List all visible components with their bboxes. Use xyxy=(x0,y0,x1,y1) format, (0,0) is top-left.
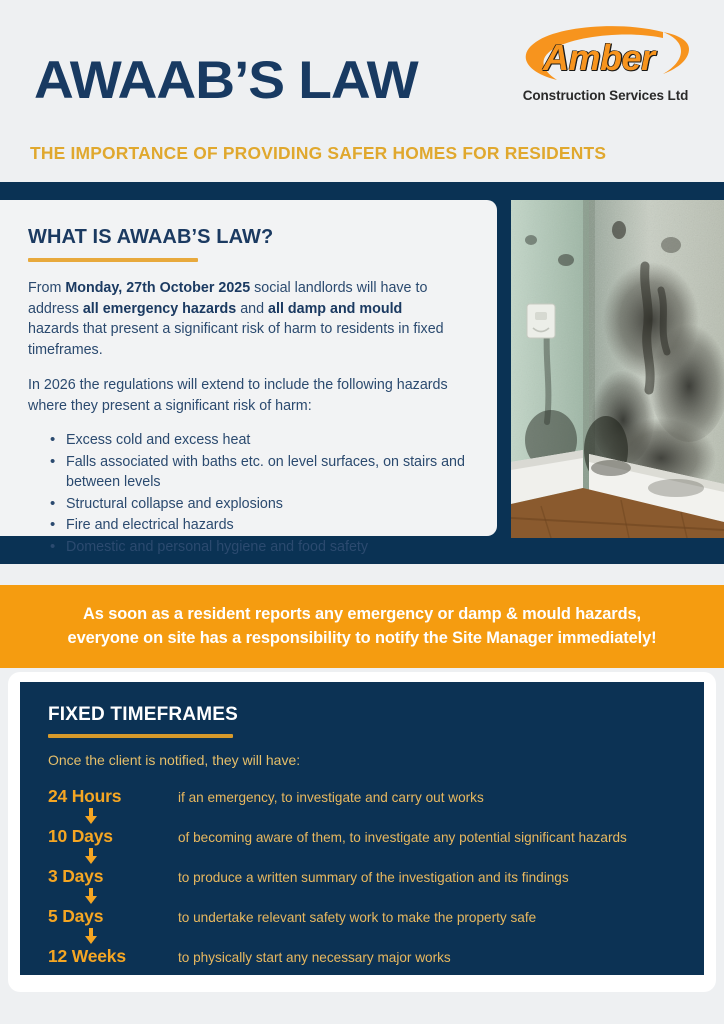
page-title: AWAAB’S LAW xyxy=(34,51,418,110)
mould-wall-illustration xyxy=(511,200,724,538)
timeframe-term: 24 Hours xyxy=(48,786,122,806)
p1-bold-date: Monday, 27th October 2025 xyxy=(65,280,251,296)
p1-bold-emergency: all emergency hazards xyxy=(82,300,237,317)
timeframe-row xyxy=(48,826,678,846)
timeframe-row xyxy=(48,866,678,886)
timeframe-description: of becoming aware of them, to investigate any potential significant hazards xyxy=(178,830,627,845)
timeframe-term: 5 Days xyxy=(48,906,104,926)
card-paragraph-1 xyxy=(28,278,456,361)
p1-pre: From xyxy=(28,280,66,296)
p1-post: hazards that present a significant risk of harm to residents in fixed timeframes. xyxy=(28,321,444,359)
list-item: • Structural collapse and explosions xyxy=(50,494,469,514)
alert-line-1: As soon as a resident reports any emergency or damp & mould hazards, xyxy=(83,604,641,623)
alert-banner-text xyxy=(68,603,657,651)
timeframes-title-underline xyxy=(48,734,233,738)
list-item: • Fire and electrical hazards xyxy=(50,515,469,535)
what-is-awaabs-law-card xyxy=(0,200,497,555)
card-paragraph-2: In 2026 the regulations will extend to include the following hazards where they present a significant risk of harm: xyxy=(28,376,448,414)
damp-and-mould-photo xyxy=(511,200,724,538)
list-item: • Falls associated with baths etc. on level surfaces, on stairs and between levels xyxy=(50,452,469,493)
timeframes-title: FIXED TIMEFRAMES xyxy=(48,704,239,725)
timeframe-description: to undertake relevant safety work to make the property safe xyxy=(178,910,537,925)
timeframes-intro: Once the client is notified, they will have: xyxy=(48,752,301,768)
down-arrow-icon xyxy=(48,886,178,906)
p1-mid-1: social landlords will have to address xyxy=(28,280,428,317)
timeframe-row xyxy=(48,946,678,966)
page-subtitle: THE IMPORTANCE OF PROVIDING SAFER HOMES FOR RESIDENTS xyxy=(30,143,607,163)
company-logo xyxy=(513,26,698,116)
list-item: • Domestic and personal hygiene and food safety xyxy=(50,537,469,557)
logo-tagline: Construction Services Ltd xyxy=(522,88,689,103)
timeframe-term: 12 Weeks xyxy=(48,946,126,966)
timeframe-term: 3 Days xyxy=(48,866,104,886)
list-item: • Excess cold and excess heat xyxy=(50,430,469,450)
fixed-timeframes-panel xyxy=(20,682,704,975)
logo-wordmark: Amber xyxy=(543,37,655,78)
timeframe-description: if an emergency, to investigate and carry out works xyxy=(178,790,484,805)
timeframe-description: to physically start any necessary major works xyxy=(178,950,451,965)
down-arrow-icon xyxy=(48,846,178,866)
timeframe-description: to produce a written summary of the investigation and its findings xyxy=(178,870,569,885)
alert-banner xyxy=(0,585,724,668)
p1-bold-damp: all damp and mould xyxy=(268,300,403,317)
card-title: WHAT IS AWAAB’S LAW? xyxy=(28,226,274,248)
timeframe-row xyxy=(48,906,678,926)
down-arrow-icon xyxy=(48,806,178,826)
down-arrow-icon xyxy=(48,926,178,946)
p1-mid-2: and xyxy=(236,300,269,317)
card-title-underline xyxy=(28,258,198,262)
hazards-list xyxy=(28,430,469,557)
poster-header xyxy=(0,0,724,182)
timeframe-row xyxy=(48,786,678,806)
alert-line-2: everyone on site has a responsibility to notify the Site Manager immediately! xyxy=(67,628,657,647)
timeframe-term: 10 Days xyxy=(48,826,113,846)
